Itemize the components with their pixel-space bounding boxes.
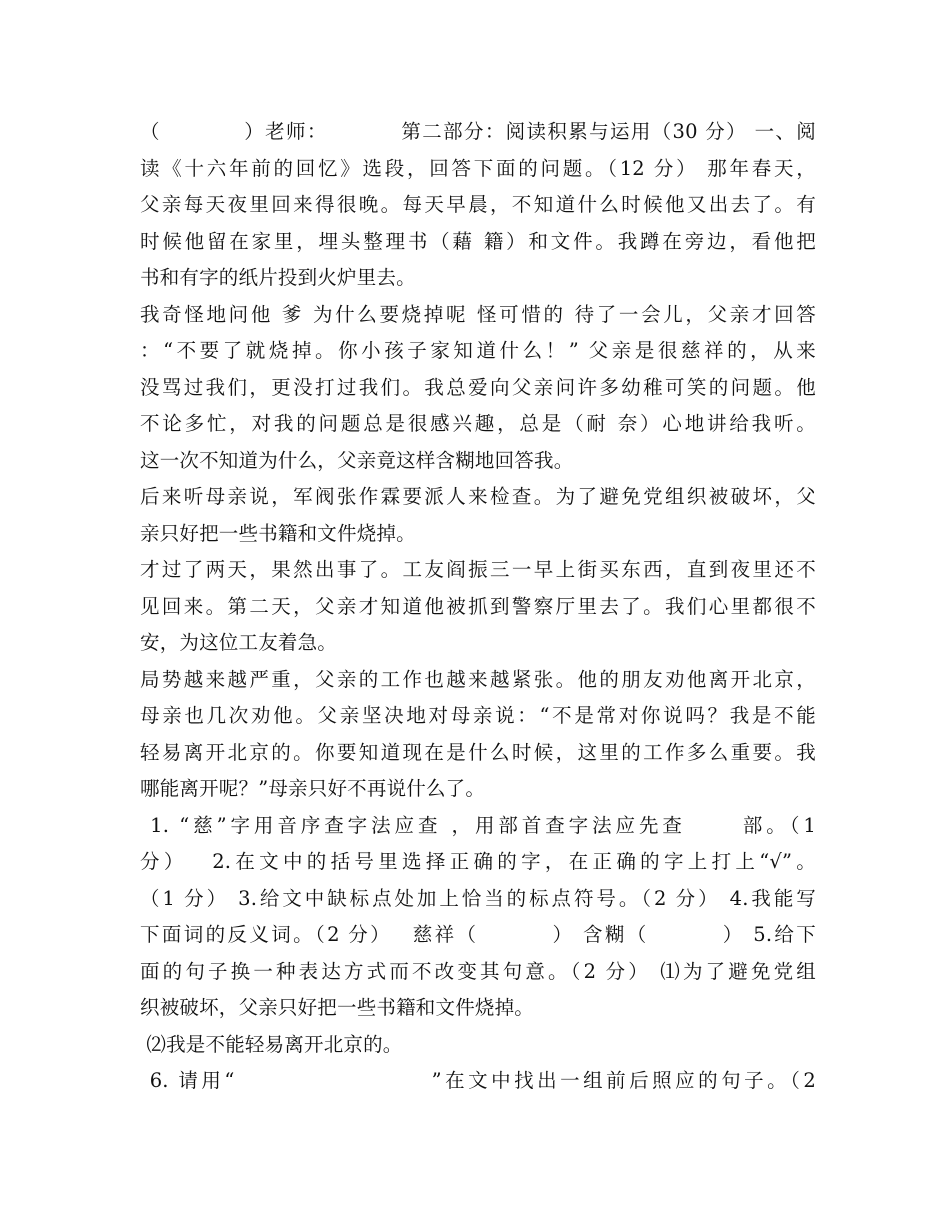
question-line: 分） 2.在文中的括号里选择正确的字，在正确的字上打上“√”。 bbox=[140, 850, 816, 873]
text-line: 我奇怪地问他 爹 为什么要烧掉呢 怪可惜的 待了一会儿，父亲才回答 bbox=[140, 302, 816, 326]
text-line: 时候他留在家里，埋头整理书（藉 籍）和文件。我蹲在旁边，看他把 bbox=[140, 229, 816, 253]
text-line: 轻易离开北京的。你要知道现在是什么时候，这里的工作多么重要。我 bbox=[140, 740, 816, 764]
question-line: 下面词的反义词。（2 分） 慈祥（ ） 含糊（ ） 5.给下 bbox=[140, 923, 816, 946]
text-line: 母亲也几次劝他。父亲坚决地对母亲说：“不是常对你说吗？我是不能 bbox=[140, 704, 816, 727]
question-line: ⑵我是不能轻易离开北京的。 bbox=[140, 1032, 403, 1056]
question-line: 6. 请用“ ”在文中找出一组前后照应的句子。（2 bbox=[140, 1069, 816, 1092]
text-line: 局势越来越严重，父亲的工作也越来越紧张。他的朋友劝他离开北京， bbox=[140, 667, 816, 691]
text-line: 见回来。第二天，父亲才知道他被抓到警察厅里去了。我们心里都很不 bbox=[140, 594, 816, 618]
text-line: （ ）老师： 第二部分：阅读积累与运用（30 分） 一、阅 bbox=[140, 120, 816, 143]
text-line: 亲只好把一些书籍和文件烧掉。 bbox=[140, 521, 416, 545]
question-line: （1 分） 3.给文中缺标点处加上恰当的标点符号。（2 分） 4.我能写 bbox=[140, 886, 816, 910]
question-line: 1. “慈”字用音序查字法应查 ，用部首查字法应先查 部。（1 bbox=[140, 813, 816, 837]
text-line: 后来听母亲说，军阀张作霖要派人来检查。为了避免党组织被破坏，父 bbox=[140, 485, 816, 508]
text-line: 这一次不知道为什么，父亲竟这样含糊地回答我。 bbox=[140, 448, 574, 472]
text-line: 读《十六年前的回忆》选段，回答下面的问题。（12 分） 那年春天， bbox=[140, 156, 816, 180]
text-line: 父亲每天夜里回来得很晚。每天早晨，不知道什么时候他又出去了。有 bbox=[140, 193, 816, 216]
question-line: 面的句子换一种表达方式而不改变其句意。（2 分） ⑴为了避免党组 bbox=[140, 959, 816, 983]
document-body bbox=[140, 114, 816, 1100]
text-line: ：“不要了就烧掉。你小孩子家知道什么！” 父亲是很慈祥的，从来 bbox=[140, 339, 816, 362]
text-line: 没骂过我们，更没打过我们。我总爱向父亲问许多幼稚可笑的问题。他 bbox=[140, 375, 816, 399]
question-line: 织被破坏，父亲只好把一些书籍和文件烧掉。 bbox=[140, 996, 535, 1019]
text-line: 哪能离开呢？”母亲只好不再说什么了。 bbox=[140, 777, 486, 800]
text-line: 不论多忙，对我的问题总是很感兴趣，总是（耐 奈）心地讲给我听。 bbox=[140, 412, 816, 435]
text-line: 书和有字的纸片投到火炉里去。 bbox=[140, 266, 416, 289]
text-line: 才过了两天，果然出事了。工友阎振三一早上街买东西，直到夜里还不 bbox=[140, 558, 816, 581]
text-line: 安，为这位工友着急。 bbox=[140, 631, 338, 654]
